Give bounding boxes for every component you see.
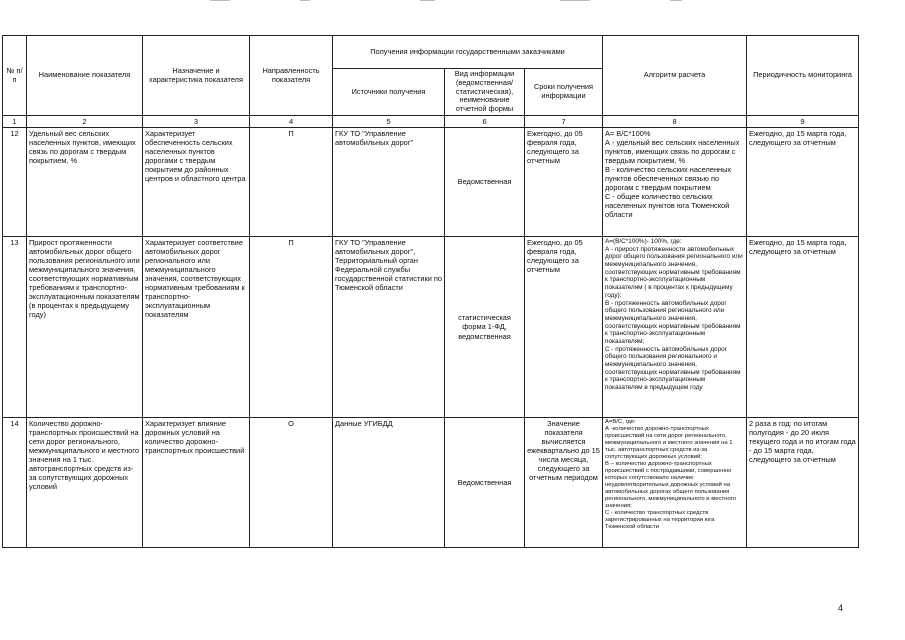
info-source: Данные УГИБДД: [333, 418, 445, 548]
col-direction-header: Направленность показателя: [250, 36, 333, 116]
col-info-type-header: Вид информации (ведомственная/ статистическая), неименование отчетной формы: [445, 69, 525, 116]
row-number: 14: [3, 418, 27, 548]
table-row: [3, 128, 859, 237]
row-number: 13: [3, 237, 27, 418]
table-row: [3, 418, 859, 548]
column-number: 7: [525, 116, 603, 128]
column-number: 4: [250, 116, 333, 128]
col-algorithm-header: Алгоритм расчета: [603, 36, 747, 116]
col-group-header: Получения информации государственными заказчиками: [333, 36, 603, 69]
col-name-header: Наименование показателя: [27, 36, 143, 116]
column-number: 5: [333, 116, 445, 128]
info-source: ГКУ ТО "Управление автомобильных дорог": [333, 128, 445, 237]
page-number: 4: [838, 603, 844, 613]
info-source: ГКУ ТО "Управление автомобильных дорог", Территориальный орган Федеральной службы государственной статистики по Тюменской области: [333, 237, 445, 418]
col-periodicity-header: Периодичность мониторинга: [747, 36, 859, 116]
indicator-name: Прирост протяженности автомобильных дорог общего пользования регионального или межмуниципального значения, соответствующих нормативным требованиям к транспортно-эксплуатационным показателям (в процентах к предыдущему году): [27, 237, 143, 418]
calc-algorithm: А=(В/С*100%)- 100%, где: А - прирост протяженности автомобильных дорог общего пользования регионального или межмуниципального значения, соответствующих нормативным требованиям к транспортно-эксплуатационным показателям ( в процентах к предыдущему году); В - протяженность автомобильных дорог общего пользования регионального или межмуниципального значения, соответствующих нормативным требованиям к транспортно-эксплуатационным показателям; С - протяженность автомобильных дорог общего пользования регионального и межмуниципального значения, соответствующих нормативным требованиям к транспортно-эксплуатационным показателям в предыдущем году: [603, 237, 747, 418]
col-number-header: № п/п: [3, 36, 27, 116]
col-source-header: Источники получения: [333, 69, 445, 116]
column-number: 3: [143, 116, 250, 128]
col-deadline-header: Сроки получения информации: [525, 69, 603, 116]
indicator-purpose: Характеризует влияние дорожных условий на количество дорожно-транспортных происшествий: [143, 418, 250, 548]
indicator-name: Количество дорожно-транспортных происшествий на сети дорог регионального, межмуниципального и местного значения на 1 тыс. автотранспортных средств из-за сопутствующих дорожных условий: [27, 418, 143, 548]
column-number: 1: [3, 116, 27, 128]
indicator-direction: П: [250, 128, 333, 237]
indicator-direction: О: [250, 418, 333, 548]
column-number: 6: [445, 116, 525, 128]
column-number: 8: [603, 116, 747, 128]
indicator-name: Удельный вес сельских населенных пунктов, имеющих связь по дорогам с твердым покрытием, %: [27, 128, 143, 237]
calc-algorithm: А= В/С*100% А - удельный вес сельских населенных пунктов, имеющих связь по дорогам с твердым покрытием, % В - количество сельских населенных пунктов обеспеченных связью по дорогам с твердым покрытием С - общее количество сельских населенных пунктов юга Тюменской области: [603, 128, 747, 237]
info-type: статистическая форма 1-ФД, ведомственная: [445, 237, 525, 418]
monitoring-periodicity: 2 раза в год: по итогам полугодия - до 20 июля текущего года и по итогам года - до 15 марта года, следующего за отчетным: [747, 418, 859, 548]
monitoring-periodicity: Ежегодно, до 15 марта года, следующего за отчетным: [747, 128, 859, 237]
info-deadline: Ежегодно, до 05 февраля года, следующего за отчетным: [525, 237, 603, 418]
row-number: 12: [3, 128, 27, 237]
info-type: Ведомственная: [445, 418, 525, 548]
calc-algorithm: А=В/С, где: А -количество дорожно-транспортных происшествий на сети дорог регионального, межмуниципального и местного значения на 1 тыс. автотранспортных средств из-за сопутствующих дорожных условий; В – количество дорожно-транспортных происшествий с пострадавшими, совершенно которых сопутствовало наличие неудовлетворительных дорожных условий на автомобильных дорогах общего пользования регионального, межмуниципального и местного значения; С - количество транспортных средств зарегистрированных на территории юга Тюменской области: [603, 418, 747, 548]
indicator-purpose: Характеризует обеспеченность сельских населенных пунктов дорогами с твердым покрытием до районных центров и областного центра: [143, 128, 250, 237]
info-type: Ведомственная: [445, 128, 525, 237]
scan-top-edge: [0, 0, 905, 3]
column-number: 2: [27, 116, 143, 128]
info-deadline: Ежегодно, до 05 февраля года, следующего за отчетным: [525, 128, 603, 237]
column-number: 9: [747, 116, 859, 128]
info-deadline: Значение показателя вычисляется ежеквартально до 15 числа месяца, следующего за отчетным периодом: [525, 418, 603, 548]
column-numbers-row: [3, 116, 859, 128]
table-row: [3, 237, 859, 418]
monitoring-indicators-table: [2, 35, 859, 548]
monitoring-periodicity: Ежегодно, до 15 марта года, следующего за отчетным: [747, 237, 859, 418]
col-purpose-header: Назначение и характеристика показателя: [143, 36, 250, 116]
indicator-purpose: Характеризует соответствие автомобильных дорог регионального или межмуниципального значения, соответствующих нормативным требованиям к транспортно-эксплуатационным показателям: [143, 237, 250, 418]
indicator-direction: П: [250, 237, 333, 418]
